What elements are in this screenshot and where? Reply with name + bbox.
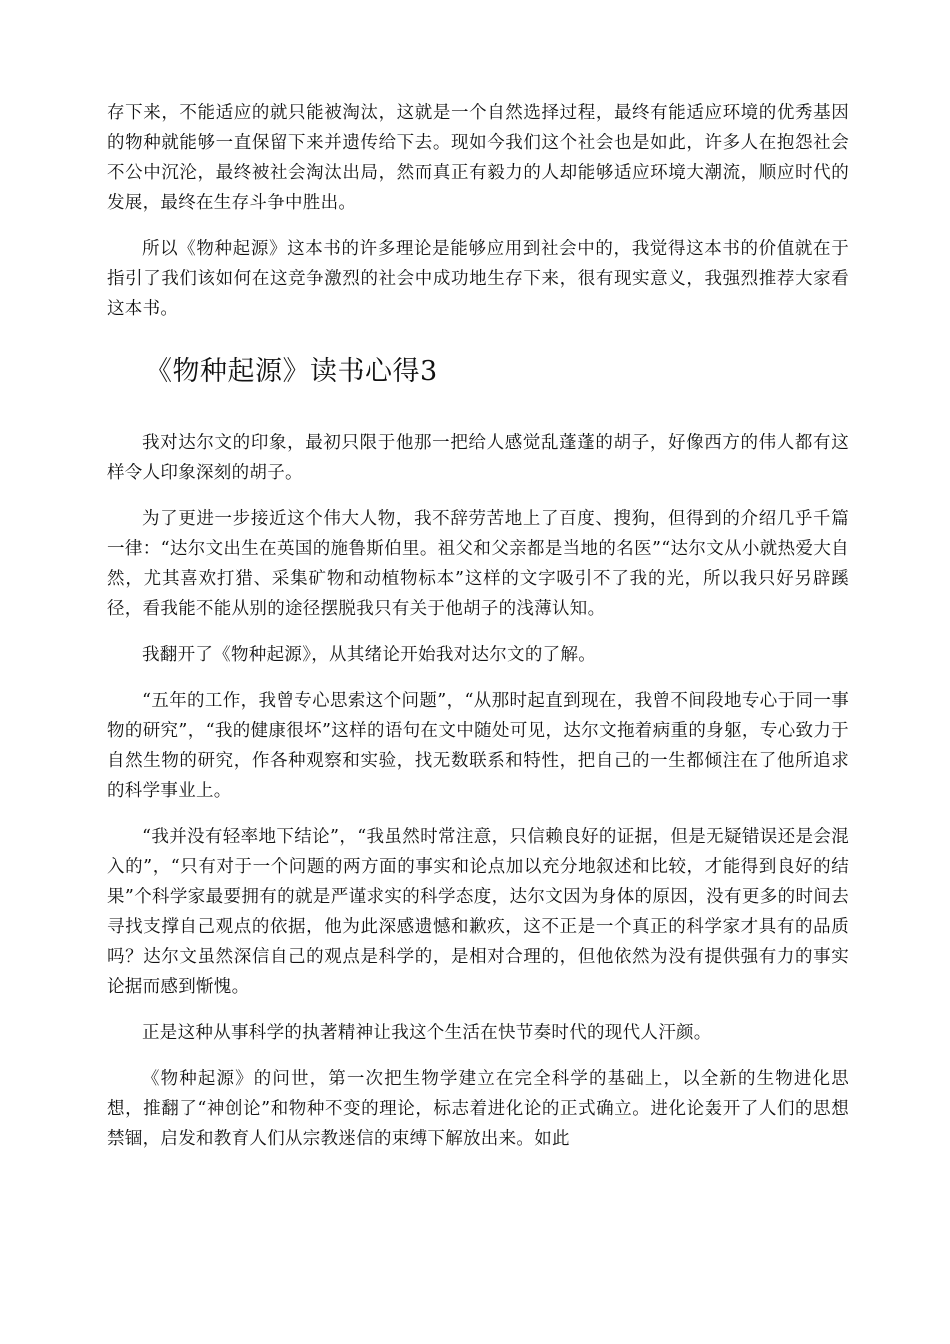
paragraph-conclusion: 所以《物种起源》这本书的许多理论是能够应用到社会中的，我觉得这本书的价值就在于指引了我们该如何在这竞争激烈的社会中成功地生存下来，很有现实意义，我强烈推荐大家看这本书。 [107, 239, 849, 319]
paragraph-spirit: 正是这种从事科学的执著精神让我这个生活在快节奏时代的现代人汗颜。 [142, 1023, 712, 1043]
section-heading: 《物种起源》读书心得3 [145, 356, 438, 387]
paragraph-significance: 《物种起源》的问世，第一次把生物学建立在完全科学的基础上，以全新的生物进化思想，推翻了“神创论”和物种不变的理论，标志着进化论的正式确立。进化论轰开了人们的思想禁锢，启发和教育人们从宗教迷信的束缚下解放出来。如此 [107, 1069, 849, 1149]
paragraph-dedication: “五年的工作，我曾专心思索这个问题”，“从那时起直到现在，我曾不间段地专心于同一事物的研究”，“我的健康很坏”这样的语句在文中随处可见，达尔文拖着病重的身躯，专心致力于自然生物的研究，作各种观察和实验，找无数联系和特性，把自己的一生都倾注在了他所追求的科学事业上。 [107, 691, 849, 801]
paragraph-continuation: 存下来，不能适应的就只能被淘汰，这就是一个自然选择过程，最终有能适应环境的优秀基因的物种就能够一直保留下来并遗传给下去。现如今我们这个社会也是如此，许多人在抱怨社会不公中沉沦，最终被社会淘汰出局，然而真正有毅力的人却能够适应环境大潮流，顺应时代的发展，最终在生存斗争中胜出。 [107, 103, 849, 213]
paragraph-impression: 我对达尔文的印象，最初只限于他那一把给人感觉乱蓬蓬的胡子，好像西方的伟人都有这样令人印象深刻的胡子。 [107, 433, 849, 483]
paragraph-rigor: “我并没有轻率地下结论”，“我虽然时常注意，只信赖良好的证据，但是无疑错误还是会混入的”，“只有对于一个问题的两方面的事实和论点加以充分地叙述和比较，才能得到良好的结果”个科学家最要拥有的就是严谨求实的科学态度，达尔文因为身体的原因，没有更多的时间去寻找支撑自己观点的依据，他为此深感遗憾和歉疚，这不正是一个真正的科学家才具有的品质吗？达尔文虽然深信自己的观点是科学的，是相对合理的，但他依然为没有提供强有力的事实论据而感到惭愧。 [107, 827, 849, 997]
document-body [107, 98, 849, 1154]
paragraph-opening-book: 我翻开了《物种起源》，从其绪论开始我对达尔文的了解。 [142, 645, 597, 665]
paragraph-search: 为了更进一步接近这个伟大人物，我不辞劳苦地上了百度、搜狗，但得到的介绍几乎千篇一律：“达尔文出生在英国的施鲁斯伯里。祖父和父亲都是当地的名医”“达尔文从小就热爱大自然，尤其喜欢打猎、采集矿物和动植物标本”这样的文字吸引不了我的光，所以我只好另辟蹊径，看我能不能从别的途径摆脱我只有关于他胡子的浅薄认知。 [107, 509, 849, 619]
